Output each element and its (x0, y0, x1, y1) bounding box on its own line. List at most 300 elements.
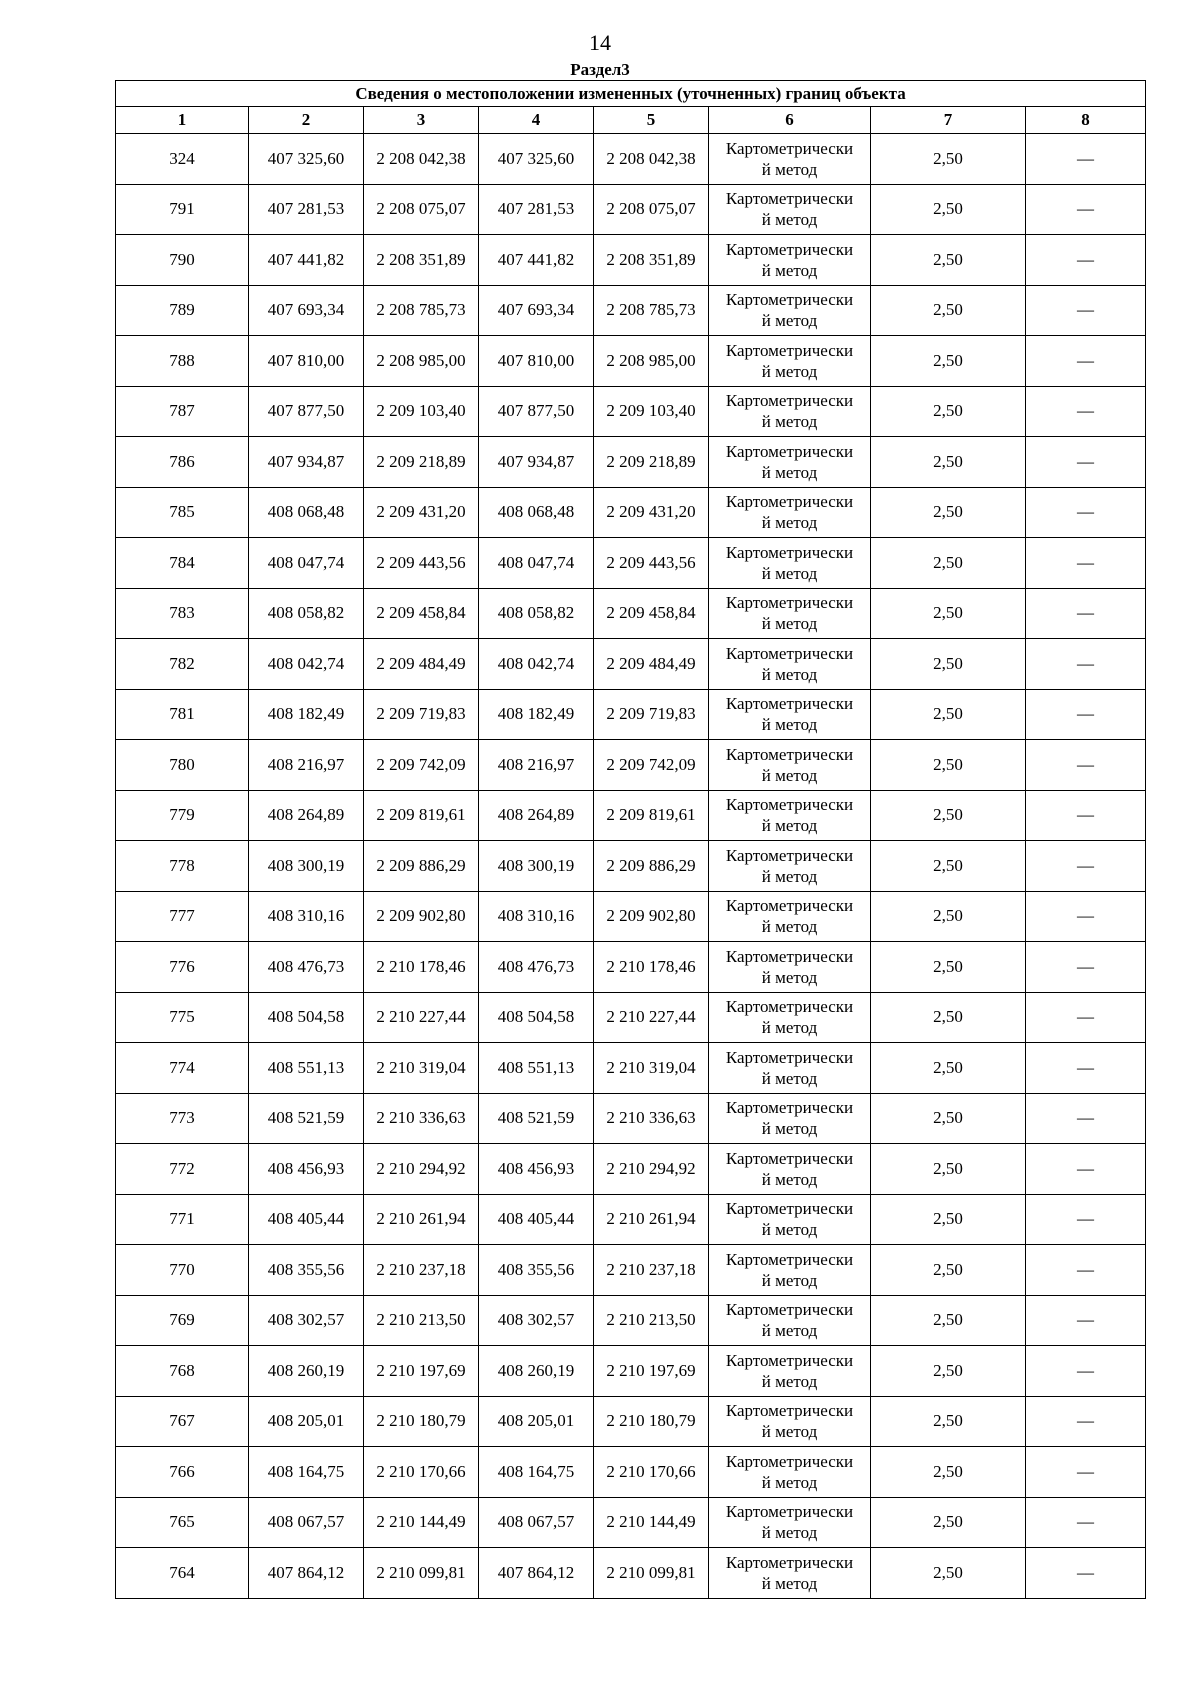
y-new-cell: 2 209 218,89 (594, 437, 709, 488)
method-text-line1: Картометрически (725, 694, 854, 714)
x-old-cell: 407 810,00 (249, 336, 364, 387)
point-number-cell: 790 (116, 235, 249, 286)
accuracy-cell: 2,50 (871, 1043, 1026, 1094)
method-text-line1: Картометрически (725, 1502, 854, 1522)
point-number-cell: 771 (116, 1194, 249, 1245)
x-new-cell: 407 934,87 (479, 437, 594, 488)
coordinates-table (115, 80, 1146, 1599)
point-number-cell: 767 (116, 1396, 249, 1447)
x-old-cell: 408 047,74 (249, 538, 364, 589)
method-cell (709, 1245, 871, 1296)
point-number-cell: 775 (116, 992, 249, 1043)
accuracy-cell: 2,50 (871, 1194, 1026, 1245)
y-new-cell: 2 209 902,80 (594, 891, 709, 942)
method-cell (709, 1194, 871, 1245)
x-old-cell: 408 476,73 (249, 942, 364, 993)
accuracy-cell: 2,50 (871, 1497, 1026, 1548)
method-text-line2: й метод (761, 311, 818, 331)
table-row (116, 487, 1146, 538)
method-cell (709, 386, 871, 437)
method-cell (709, 437, 871, 488)
table-row (116, 285, 1146, 336)
y-new-cell: 2 208 985,00 (594, 336, 709, 387)
accuracy-cell: 2,50 (871, 1346, 1026, 1397)
x-new-cell: 408 058,82 (479, 588, 594, 639)
x-old-cell: 407 325,60 (249, 134, 364, 185)
method-text-line2: й метод (761, 765, 818, 785)
method-text-line1: Картометрически (725, 1350, 854, 1370)
x-new-cell: 407 864,12 (479, 1548, 594, 1599)
x-new-cell: 408 405,44 (479, 1194, 594, 1245)
y-old-cell: 2 208 785,73 (364, 285, 479, 336)
x-old-cell: 408 216,97 (249, 740, 364, 791)
method-text-line1: Картометрически (725, 744, 854, 764)
description-cell: — (1026, 588, 1146, 639)
accuracy-cell: 2,50 (871, 386, 1026, 437)
column-number: 2 (249, 107, 364, 134)
method-text-line1: Картометрически (725, 441, 854, 461)
accuracy-cell: 2,50 (871, 437, 1026, 488)
method-text-line2: й метод (761, 462, 818, 482)
x-new-cell: 408 521,59 (479, 1093, 594, 1144)
description-cell: — (1026, 790, 1146, 841)
method-text-line1: Картометрически (725, 896, 854, 916)
method-text-line1: Картометрически (725, 138, 854, 158)
table-row (116, 790, 1146, 841)
method-text-line1: Картометрически (725, 189, 854, 209)
description-cell: — (1026, 689, 1146, 740)
method-text-line1: Картометрически (725, 239, 854, 259)
table-row (116, 1194, 1146, 1245)
x-old-cell: 408 182,49 (249, 689, 364, 740)
description-cell: — (1026, 1194, 1146, 1245)
y-old-cell: 2 210 294,92 (364, 1144, 479, 1195)
x-old-cell: 407 693,34 (249, 285, 364, 336)
method-cell (709, 740, 871, 791)
y-old-cell: 2 209 902,80 (364, 891, 479, 942)
method-text-line1: Картометрически (725, 946, 854, 966)
table-row (116, 942, 1146, 993)
x-old-cell: 407 441,82 (249, 235, 364, 286)
method-text-line1: Картометрически (725, 391, 854, 411)
x-new-cell: 407 281,53 (479, 184, 594, 235)
x-new-cell: 408 310,16 (479, 891, 594, 942)
table-row (116, 891, 1146, 942)
y-new-cell: 2 209 719,83 (594, 689, 709, 740)
method-text-line1: Картометрически (725, 1451, 854, 1471)
method-text-line1: Картометрически (725, 1552, 854, 1572)
y-old-cell: 2 210 197,69 (364, 1346, 479, 1397)
y-new-cell: 2 210 336,63 (594, 1093, 709, 1144)
method-text-line2: й метод (761, 361, 818, 381)
method-text-line1: Картометрически (725, 643, 854, 663)
x-old-cell: 408 551,13 (249, 1043, 364, 1094)
y-old-cell: 2 209 484,49 (364, 639, 479, 690)
method-text-line2: й метод (761, 1068, 818, 1088)
point-number-cell: 781 (116, 689, 249, 740)
method-text-line1: Картометрически (725, 1300, 854, 1320)
y-new-cell: 2 210 227,44 (594, 992, 709, 1043)
x-new-cell: 408 456,93 (479, 1144, 594, 1195)
y-new-cell: 2 209 458,84 (594, 588, 709, 639)
accuracy-cell: 2,50 (871, 1093, 1026, 1144)
accuracy-cell: 2,50 (871, 285, 1026, 336)
x-new-cell: 408 182,49 (479, 689, 594, 740)
accuracy-cell: 2,50 (871, 992, 1026, 1043)
y-old-cell: 2 209 742,09 (364, 740, 479, 791)
point-number-cell: 324 (116, 134, 249, 185)
x-new-cell: 407 877,50 (479, 386, 594, 437)
method-cell (709, 588, 871, 639)
method-text-line1: Картометрически (725, 340, 854, 360)
method-text-line2: й метод (761, 1472, 818, 1492)
point-number-cell: 786 (116, 437, 249, 488)
accuracy-cell: 2,50 (871, 588, 1026, 639)
method-text-line2: й метод (761, 816, 818, 836)
column-number: 8 (1026, 107, 1146, 134)
point-number-cell: 789 (116, 285, 249, 336)
x-old-cell: 408 067,57 (249, 1497, 364, 1548)
description-cell: — (1026, 740, 1146, 791)
description-cell: — (1026, 942, 1146, 993)
point-number-cell: 772 (116, 1144, 249, 1195)
table-row (116, 689, 1146, 740)
method-text-line2: й метод (761, 614, 818, 634)
y-new-cell: 2 209 484,49 (594, 639, 709, 690)
y-new-cell: 2 209 886,29 (594, 841, 709, 892)
description-cell: — (1026, 1043, 1146, 1094)
y-new-cell: 2 210 213,50 (594, 1295, 709, 1346)
point-number-cell: 783 (116, 588, 249, 639)
table-row (116, 992, 1146, 1043)
method-cell (709, 639, 871, 690)
section-title: Раздел3 (570, 60, 630, 79)
description-cell: — (1026, 1093, 1146, 1144)
column-number: 6 (709, 107, 871, 134)
accuracy-cell: 2,50 (871, 184, 1026, 235)
method-cell (709, 134, 871, 185)
x-old-cell: 408 355,56 (249, 1245, 364, 1296)
accuracy-cell: 2,50 (871, 235, 1026, 286)
method-text-line2: й метод (761, 1220, 818, 1240)
x-new-cell: 408 300,19 (479, 841, 594, 892)
point-number-cell: 769 (116, 1295, 249, 1346)
accuracy-cell: 2,50 (871, 1245, 1026, 1296)
table-row (116, 1295, 1146, 1346)
point-number-cell: 774 (116, 1043, 249, 1094)
point-number-cell: 778 (116, 841, 249, 892)
description-cell: — (1026, 285, 1146, 336)
description-cell: — (1026, 336, 1146, 387)
point-number-cell: 766 (116, 1447, 249, 1498)
description-cell: — (1026, 992, 1146, 1043)
accuracy-cell: 2,50 (871, 1144, 1026, 1195)
description-cell: — (1026, 1245, 1146, 1296)
point-number-cell: 788 (116, 336, 249, 387)
method-cell (709, 1093, 871, 1144)
method-text-line2: й метод (761, 563, 818, 583)
x-old-cell: 408 260,19 (249, 1346, 364, 1397)
x-new-cell: 408 047,74 (479, 538, 594, 589)
x-new-cell: 407 693,34 (479, 285, 594, 336)
y-old-cell: 2 209 431,20 (364, 487, 479, 538)
description-cell: — (1026, 639, 1146, 690)
y-old-cell: 2 210 144,49 (364, 1497, 479, 1548)
accuracy-cell: 2,50 (871, 841, 1026, 892)
method-text-line1: Картометрически (725, 795, 854, 815)
y-old-cell: 2 210 178,46 (364, 942, 479, 993)
point-number-cell: 773 (116, 1093, 249, 1144)
y-old-cell: 2 210 261,94 (364, 1194, 479, 1245)
x-new-cell: 408 551,13 (479, 1043, 594, 1094)
x-old-cell: 408 042,74 (249, 639, 364, 690)
method-cell (709, 285, 871, 336)
point-number-cell: 776 (116, 942, 249, 993)
table-row (116, 386, 1146, 437)
method-cell (709, 841, 871, 892)
point-number-cell: 787 (116, 386, 249, 437)
x-new-cell: 407 325,60 (479, 134, 594, 185)
method-text-line2: й метод (761, 866, 818, 886)
table-row (116, 235, 1146, 286)
method-cell (709, 235, 871, 286)
x-new-cell: 408 164,75 (479, 1447, 594, 1498)
x-old-cell: 408 302,57 (249, 1295, 364, 1346)
method-cell (709, 1346, 871, 1397)
description-cell: — (1026, 437, 1146, 488)
column-number: 1 (116, 107, 249, 134)
y-new-cell: 2 209 103,40 (594, 386, 709, 437)
description-cell: — (1026, 134, 1146, 185)
method-text-line2: й метод (761, 159, 818, 179)
y-old-cell: 2 210 336,63 (364, 1093, 479, 1144)
method-text-line1: Картометрически (725, 997, 854, 1017)
description-cell: — (1026, 841, 1146, 892)
y-new-cell: 2 210 319,04 (594, 1043, 709, 1094)
description-cell: — (1026, 1396, 1146, 1447)
method-text-line2: й метод (761, 210, 818, 230)
point-number-cell: 784 (116, 538, 249, 589)
x-new-cell: 408 260,19 (479, 1346, 594, 1397)
y-old-cell: 2 208 351,89 (364, 235, 479, 286)
table-body (116, 134, 1146, 1599)
point-number-cell: 785 (116, 487, 249, 538)
point-number-cell: 765 (116, 1497, 249, 1548)
x-old-cell: 408 068,48 (249, 487, 364, 538)
y-new-cell: 2 210 294,92 (594, 1144, 709, 1195)
method-text-line1: Картометрически (725, 593, 854, 613)
y-new-cell: 2 209 443,56 (594, 538, 709, 589)
x-old-cell: 408 264,89 (249, 790, 364, 841)
x-old-cell: 407 864,12 (249, 1548, 364, 1599)
column-number-row (116, 107, 1146, 134)
accuracy-cell: 2,50 (871, 538, 1026, 589)
description-cell: — (1026, 235, 1146, 286)
x-new-cell: 408 476,73 (479, 942, 594, 993)
x-old-cell: 407 934,87 (249, 437, 364, 488)
method-cell (709, 1295, 871, 1346)
y-old-cell: 2 209 218,89 (364, 437, 479, 488)
y-old-cell: 2 210 237,18 (364, 1245, 479, 1296)
method-text-line1: Картометрически (725, 492, 854, 512)
table-row (116, 1396, 1146, 1447)
y-new-cell: 2 208 351,89 (594, 235, 709, 286)
method-cell (709, 689, 871, 740)
y-new-cell: 2 208 785,73 (594, 285, 709, 336)
table-row (116, 538, 1146, 589)
column-number: 7 (871, 107, 1026, 134)
table-row (116, 1447, 1146, 1498)
description-cell: — (1026, 386, 1146, 437)
point-number-cell: 777 (116, 891, 249, 942)
method-text-line2: й метод (761, 1523, 818, 1543)
method-text-line2: й метод (761, 1119, 818, 1139)
table-row (116, 134, 1146, 185)
x-new-cell: 408 302,57 (479, 1295, 594, 1346)
table-row (116, 336, 1146, 387)
x-new-cell: 407 810,00 (479, 336, 594, 387)
y-old-cell: 2 209 819,61 (364, 790, 479, 841)
point-number-cell: 768 (116, 1346, 249, 1397)
y-new-cell: 2 210 261,94 (594, 1194, 709, 1245)
table-row (116, 1548, 1146, 1599)
method-cell (709, 1447, 871, 1498)
accuracy-cell: 2,50 (871, 891, 1026, 942)
method-text-line2: й метод (761, 260, 818, 280)
x-old-cell: 408 300,19 (249, 841, 364, 892)
method-text-line1: Картометрически (725, 290, 854, 310)
x-old-cell: 408 521,59 (249, 1093, 364, 1144)
y-new-cell: 2 210 144,49 (594, 1497, 709, 1548)
accuracy-cell: 2,50 (871, 336, 1026, 387)
x-new-cell: 408 205,01 (479, 1396, 594, 1447)
y-new-cell: 2 210 170,66 (594, 1447, 709, 1498)
method-cell (709, 487, 871, 538)
table-row (116, 588, 1146, 639)
table-row (116, 639, 1146, 690)
point-number-cell: 780 (116, 740, 249, 791)
x-old-cell: 407 877,50 (249, 386, 364, 437)
method-text-line1: Картометрически (725, 845, 854, 865)
method-cell (709, 1548, 871, 1599)
method-text-line2: й метод (761, 1321, 818, 1341)
y-old-cell: 2 210 227,44 (364, 992, 479, 1043)
description-cell: — (1026, 1295, 1146, 1346)
x-old-cell: 408 405,44 (249, 1194, 364, 1245)
method-text-line2: й метод (761, 1422, 818, 1442)
accuracy-cell: 2,50 (871, 1396, 1026, 1447)
method-cell (709, 538, 871, 589)
point-number-cell: 770 (116, 1245, 249, 1296)
table-row (116, 740, 1146, 791)
method-text-line2: й метод (761, 1371, 818, 1391)
y-new-cell: 2 209 431,20 (594, 487, 709, 538)
x-new-cell: 408 355,56 (479, 1245, 594, 1296)
method-text-line1: Картометрически (725, 1401, 854, 1421)
method-text-line2: й метод (761, 715, 818, 735)
description-cell: — (1026, 487, 1146, 538)
x-new-cell: 408 216,97 (479, 740, 594, 791)
method-text-line2: й метод (761, 664, 818, 684)
x-old-cell: 408 504,58 (249, 992, 364, 1043)
accuracy-cell: 2,50 (871, 790, 1026, 841)
column-number: 4 (479, 107, 594, 134)
method-text-line1: Картометрически (725, 1098, 854, 1118)
description-cell: — (1026, 1346, 1146, 1397)
point-number-cell: 791 (116, 184, 249, 235)
method-text-line1: Картометрически (725, 1047, 854, 1067)
x-new-cell: 407 441,82 (479, 235, 594, 286)
y-new-cell: 2 209 819,61 (594, 790, 709, 841)
accuracy-cell: 2,50 (871, 740, 1026, 791)
accuracy-cell: 2,50 (871, 1447, 1026, 1498)
table-row (116, 1346, 1146, 1397)
method-cell (709, 184, 871, 235)
x-new-cell: 408 042,74 (479, 639, 594, 690)
x-old-cell: 408 310,16 (249, 891, 364, 942)
y-old-cell: 2 208 075,07 (364, 184, 479, 235)
y-old-cell: 2 209 103,40 (364, 386, 479, 437)
y-old-cell: 2 210 099,81 (364, 1548, 479, 1599)
y-new-cell: 2 210 237,18 (594, 1245, 709, 1296)
accuracy-cell: 2,50 (871, 639, 1026, 690)
method-cell (709, 336, 871, 387)
table-row (116, 1093, 1146, 1144)
table-row (116, 1043, 1146, 1094)
table-caption: Сведения о местоположении измененных (уточненных) границ объекта (116, 81, 1146, 107)
method-cell (709, 1396, 871, 1447)
y-old-cell: 2 210 319,04 (364, 1043, 479, 1094)
accuracy-cell: 2,50 (871, 942, 1026, 993)
y-new-cell: 2 210 099,81 (594, 1548, 709, 1599)
y-old-cell: 2 210 170,66 (364, 1447, 479, 1498)
x-old-cell: 408 058,82 (249, 588, 364, 639)
description-cell: — (1026, 538, 1146, 589)
description-cell: — (1026, 891, 1146, 942)
table-row (116, 184, 1146, 235)
x-new-cell: 408 067,57 (479, 1497, 594, 1548)
method-text-line2: й метод (761, 1169, 818, 1189)
method-cell (709, 1043, 871, 1094)
column-number: 3 (364, 107, 479, 134)
point-number-cell: 779 (116, 790, 249, 841)
page-number: 14 (589, 30, 611, 55)
table-row (116, 1497, 1146, 1548)
table-row (116, 841, 1146, 892)
y-old-cell: 2 209 886,29 (364, 841, 479, 892)
method-cell (709, 790, 871, 841)
column-number: 5 (594, 107, 709, 134)
y-old-cell: 2 208 042,38 (364, 134, 479, 185)
x-old-cell: 408 456,93 (249, 1144, 364, 1195)
method-cell (709, 1497, 871, 1548)
method-text-line2: й метод (761, 513, 818, 533)
method-text-line1: Картометрически (725, 1249, 854, 1269)
description-cell: — (1026, 1447, 1146, 1498)
method-cell (709, 942, 871, 993)
description-cell: — (1026, 1497, 1146, 1548)
accuracy-cell: 2,50 (871, 689, 1026, 740)
method-text-line2: й метод (761, 1270, 818, 1290)
method-text-line2: й метод (761, 412, 818, 432)
method-text-line1: Картометрически (725, 1148, 854, 1168)
y-old-cell: 2 209 458,84 (364, 588, 479, 639)
table-row (116, 437, 1146, 488)
y-old-cell: 2 210 213,50 (364, 1295, 479, 1346)
accuracy-cell: 2,50 (871, 487, 1026, 538)
y-new-cell: 2 208 075,07 (594, 184, 709, 235)
y-new-cell: 2 208 042,38 (594, 134, 709, 185)
